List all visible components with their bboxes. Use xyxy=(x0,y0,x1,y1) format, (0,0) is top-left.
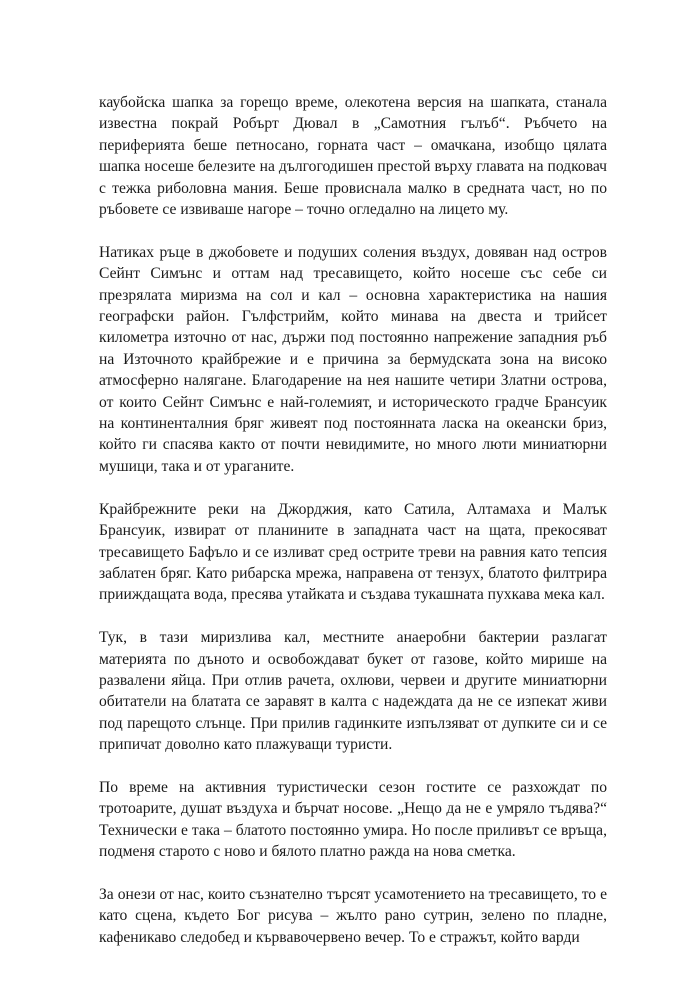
paragraph-1: каубойска шапка за горещо време, олекотена версия на шапката, станала известна покрай Робърт Дювал в „Самотния гълъб“. Ръбчето на периферията беше петносано, горната част – омачкана, изобщо цялата шапка носеше белезите на дългогодишен престой върху главата на подковач с тежка риболовна мания. Беше провиснала малко в средната част, но по ръбовете се извиваше нагоре – точно огледално на лицето му. xyxy=(99,94,607,219)
body-text xyxy=(99,92,607,948)
paragraph-4: Тук, в тази миризлива кал, местните анаеробни бактерии разлагат материята по дъното и освобождават букет от газове, който мирише на развалени яйца. При отлив рачета, охлюви, червеи и другите миниатюрни обитатели на блатата се заравят в калта с надеждата да не се изпекат живи под парещото слънце. При прилив гадинките изпълзяват от дупките си и се припичат доволно като плажуващи туристи. xyxy=(99,629,607,754)
paragraph-5: По време на активния туристически сезон гостите се разхождат по тротоарите, душат въздуха и бърчат носове. „Нещо да не е умряло тъдява?“ Технически е така – блатото постоянно умира. Но после приливът се връща, подменя старото с ново и бялото платно ражда на нова сметка. xyxy=(99,778,607,861)
paragraph-3: Крайбрежните реки на Джорджия, като Сатила, Алтамаха и Малък Брансуик, извират от планините в западната част на щата, прекосяват тресавището Бафъло и се изливат сред острите треви на равния като тепсия заблатен бряг. Като рибарска мрежа, направена от тензух, блатото филтрира прииждащата вода, пресява утайката и създава тукашната пухкава мека кал. xyxy=(99,500,607,604)
paragraph-2: Натиках ръце в джобовете и подуших соления въздух, довяван над остров Сейнт Симънс и оттам над тресавището, който носеше със себе си презрялата миризма на сол и кал – основна характеристика на нашия географски район. Гълфстрийм, който минава на двеста и трийсет километра източно от нас, държи под постоянно напрежение западния ръб на Източното крайбрежие и е причина за бермудската зона на високо атмосферно налягане. Благодарение на нея нашите четири Златни острова, от които Сейнт Симънс е най-големият, и историческото градче Брансуик на континенталния бряг живеят под постоянната ласка на океански бриз, който ги спасява както от почти невидимите, но много люти миниатюрни мушици, така и от ураганите. xyxy=(99,243,607,475)
paragraph-6: За онези от нас, които съзнателно търсят усамотението на тресавището, то е като сцена, където Бог рисува – жълто рано сутрин, зелено по пладне, кафеникаво следобед и кървавочервено вечер. То е стражът, който варди xyxy=(99,885,607,946)
